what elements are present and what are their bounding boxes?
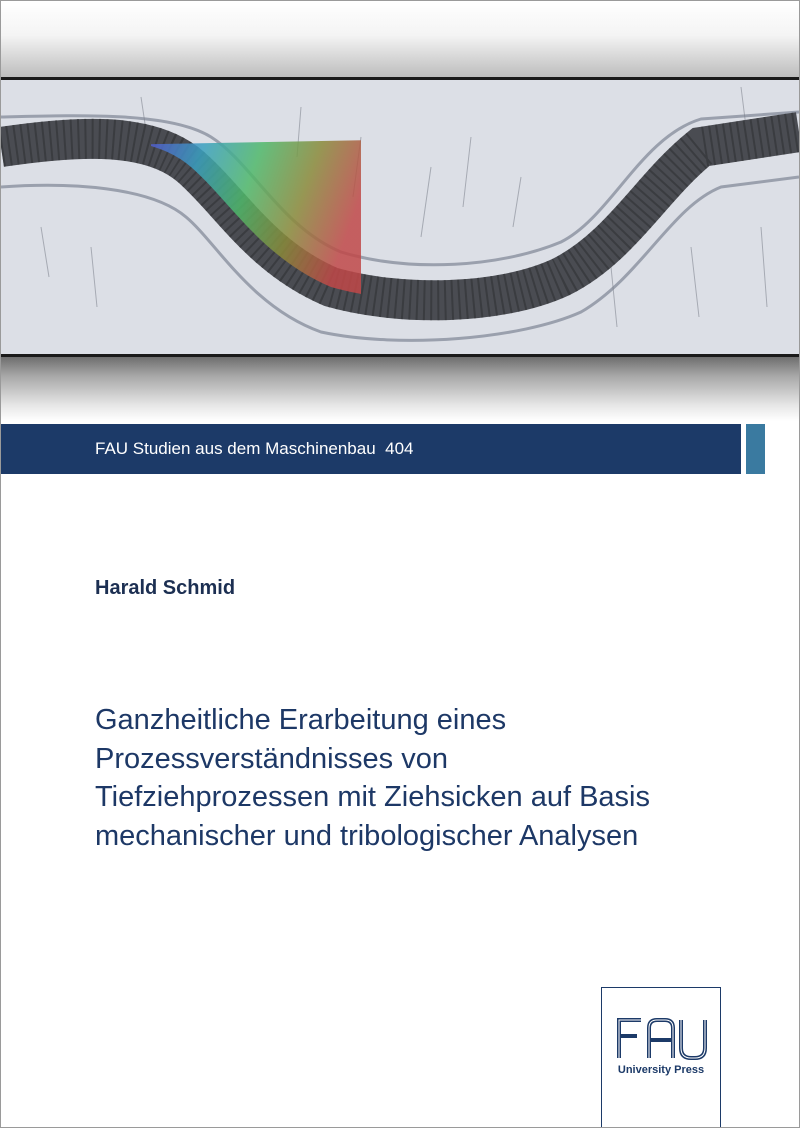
series-accent-bar (746, 424, 765, 474)
fau-logo-icon (615, 1016, 709, 1060)
series-number: 404 (385, 439, 414, 458)
author-name: Harald Schmid (95, 577, 236, 599)
publisher-subtitle: University Press (617, 1064, 705, 1076)
top-gradient-band (1, 1, 799, 77)
title-line: Ganzheitliche Erarbeitung eines (95, 704, 507, 736)
title-line: mechanischer und tribologischer Analysen (95, 819, 639, 852)
cover-micrograph-image (1, 77, 799, 357)
title-line: Tiefziehprozessen mit Ziehsicken auf Basis (95, 781, 650, 813)
series-name: FAU Studien aus dem Maschinenbau (95, 439, 376, 458)
publisher-logo (601, 987, 721, 1128)
title-line: Prozessverständnisses von (95, 742, 448, 775)
series-band (1, 424, 741, 474)
book-title (95, 701, 785, 855)
bottom-gradient-band (1, 357, 799, 421)
